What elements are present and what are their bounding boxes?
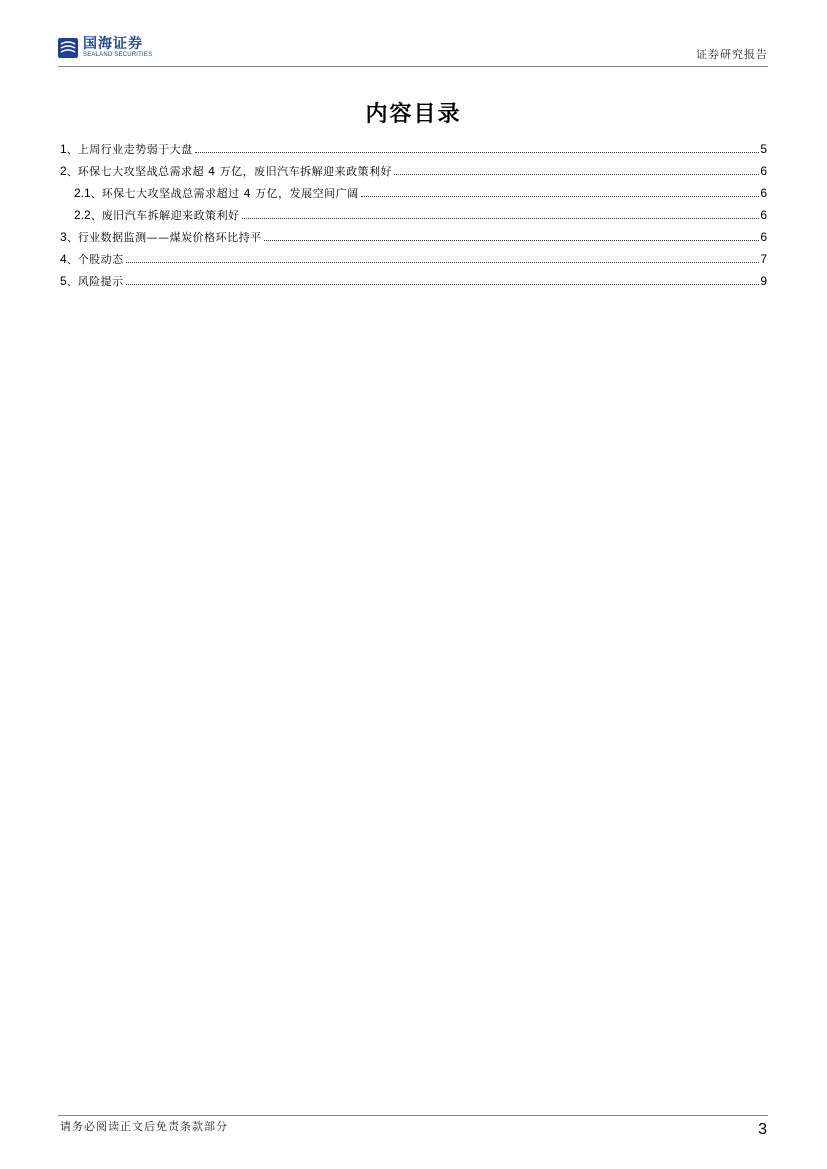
footer-disclaimer: 请务必阅读正文后免责条款部分 <box>60 1120 228 1133</box>
toc-entry-separator: 、 <box>90 187 102 200</box>
toc-entry-page: 9 <box>760 274 767 288</box>
toc-entry[interactable] <box>60 160 767 182</box>
toc-entry[interactable] <box>60 270 767 292</box>
toc-entry-number: 2.2 <box>74 208 91 222</box>
toc-dot-leader <box>361 195 760 197</box>
toc-subentry[interactable] <box>60 204 767 226</box>
toc-entry-number: 2.1 <box>74 186 91 200</box>
toc-dot-leader <box>195 151 760 153</box>
toc-entry[interactable] <box>60 138 767 160</box>
toc-entry-number: 3 <box>60 230 67 244</box>
header-divider <box>58 66 768 67</box>
toc-entry-separator: 、 <box>66 275 78 288</box>
toc-subentry[interactable] <box>60 182 767 204</box>
toc-entry-separator: 、 <box>66 143 78 156</box>
toc-dot-leader <box>394 173 759 175</box>
page-number: 3 <box>758 1121 767 1138</box>
sealand-logo-icon <box>58 38 78 58</box>
toc-entry-page: 6 <box>760 164 767 178</box>
toc-entry-title: 行业数据监测——煤炭价格环比持平 <box>77 231 262 244</box>
toc-entry-title: 环保七大攻坚战总需求超过 4 万亿，发展空间广阔 <box>101 187 359 200</box>
toc-entry-number: 1 <box>60 142 67 156</box>
toc-entry[interactable] <box>60 248 767 270</box>
toc-dot-leader <box>242 217 760 219</box>
toc-entry-separator: 、 <box>66 231 78 244</box>
toc-entry-number: 4 <box>60 252 67 266</box>
toc-entry-title: 环保七大攻坚战总需求超 4 万亿，废旧汽车拆解迎来政策利好 <box>77 165 393 178</box>
toc-dot-leader <box>264 239 760 241</box>
table-of-contents <box>60 138 767 292</box>
toc-title: 内容目录 <box>365 102 462 127</box>
toc-entry-page: 6 <box>760 230 767 244</box>
toc-dot-leader <box>126 261 760 263</box>
toc-entry-separator: 、 <box>66 253 78 266</box>
toc-entry-title: 风险提示 <box>77 275 124 288</box>
toc-entry-title: 废旧汽车拆解迎来政策利好 <box>101 209 240 222</box>
logo-english-name: SEALAND SECURITIES <box>83 52 153 58</box>
toc-entry[interactable] <box>60 226 767 248</box>
toc-entry-number: 5 <box>60 274 67 288</box>
toc-entry-title: 上周行业走势弱于大盘 <box>77 143 193 156</box>
toc-entry-separator: 、 <box>90 209 102 222</box>
toc-entry-separator: 、 <box>66 165 78 178</box>
page-header <box>58 36 768 66</box>
toc-entry-title: 个股动态 <box>77 253 124 266</box>
company-logo <box>58 36 152 64</box>
document-type-label: 证券研究报告 <box>696 48 768 61</box>
toc-dot-leader <box>126 283 760 285</box>
footer-divider <box>58 1115 768 1116</box>
logo-chinese-name: 国海证券 <box>83 36 143 52</box>
toc-entry-page: 6 <box>760 186 767 200</box>
toc-entry-page: 6 <box>760 208 767 222</box>
toc-entry-number: 2 <box>60 164 67 178</box>
toc-entry-page: 7 <box>760 252 767 266</box>
toc-entry-page: 5 <box>760 142 767 156</box>
